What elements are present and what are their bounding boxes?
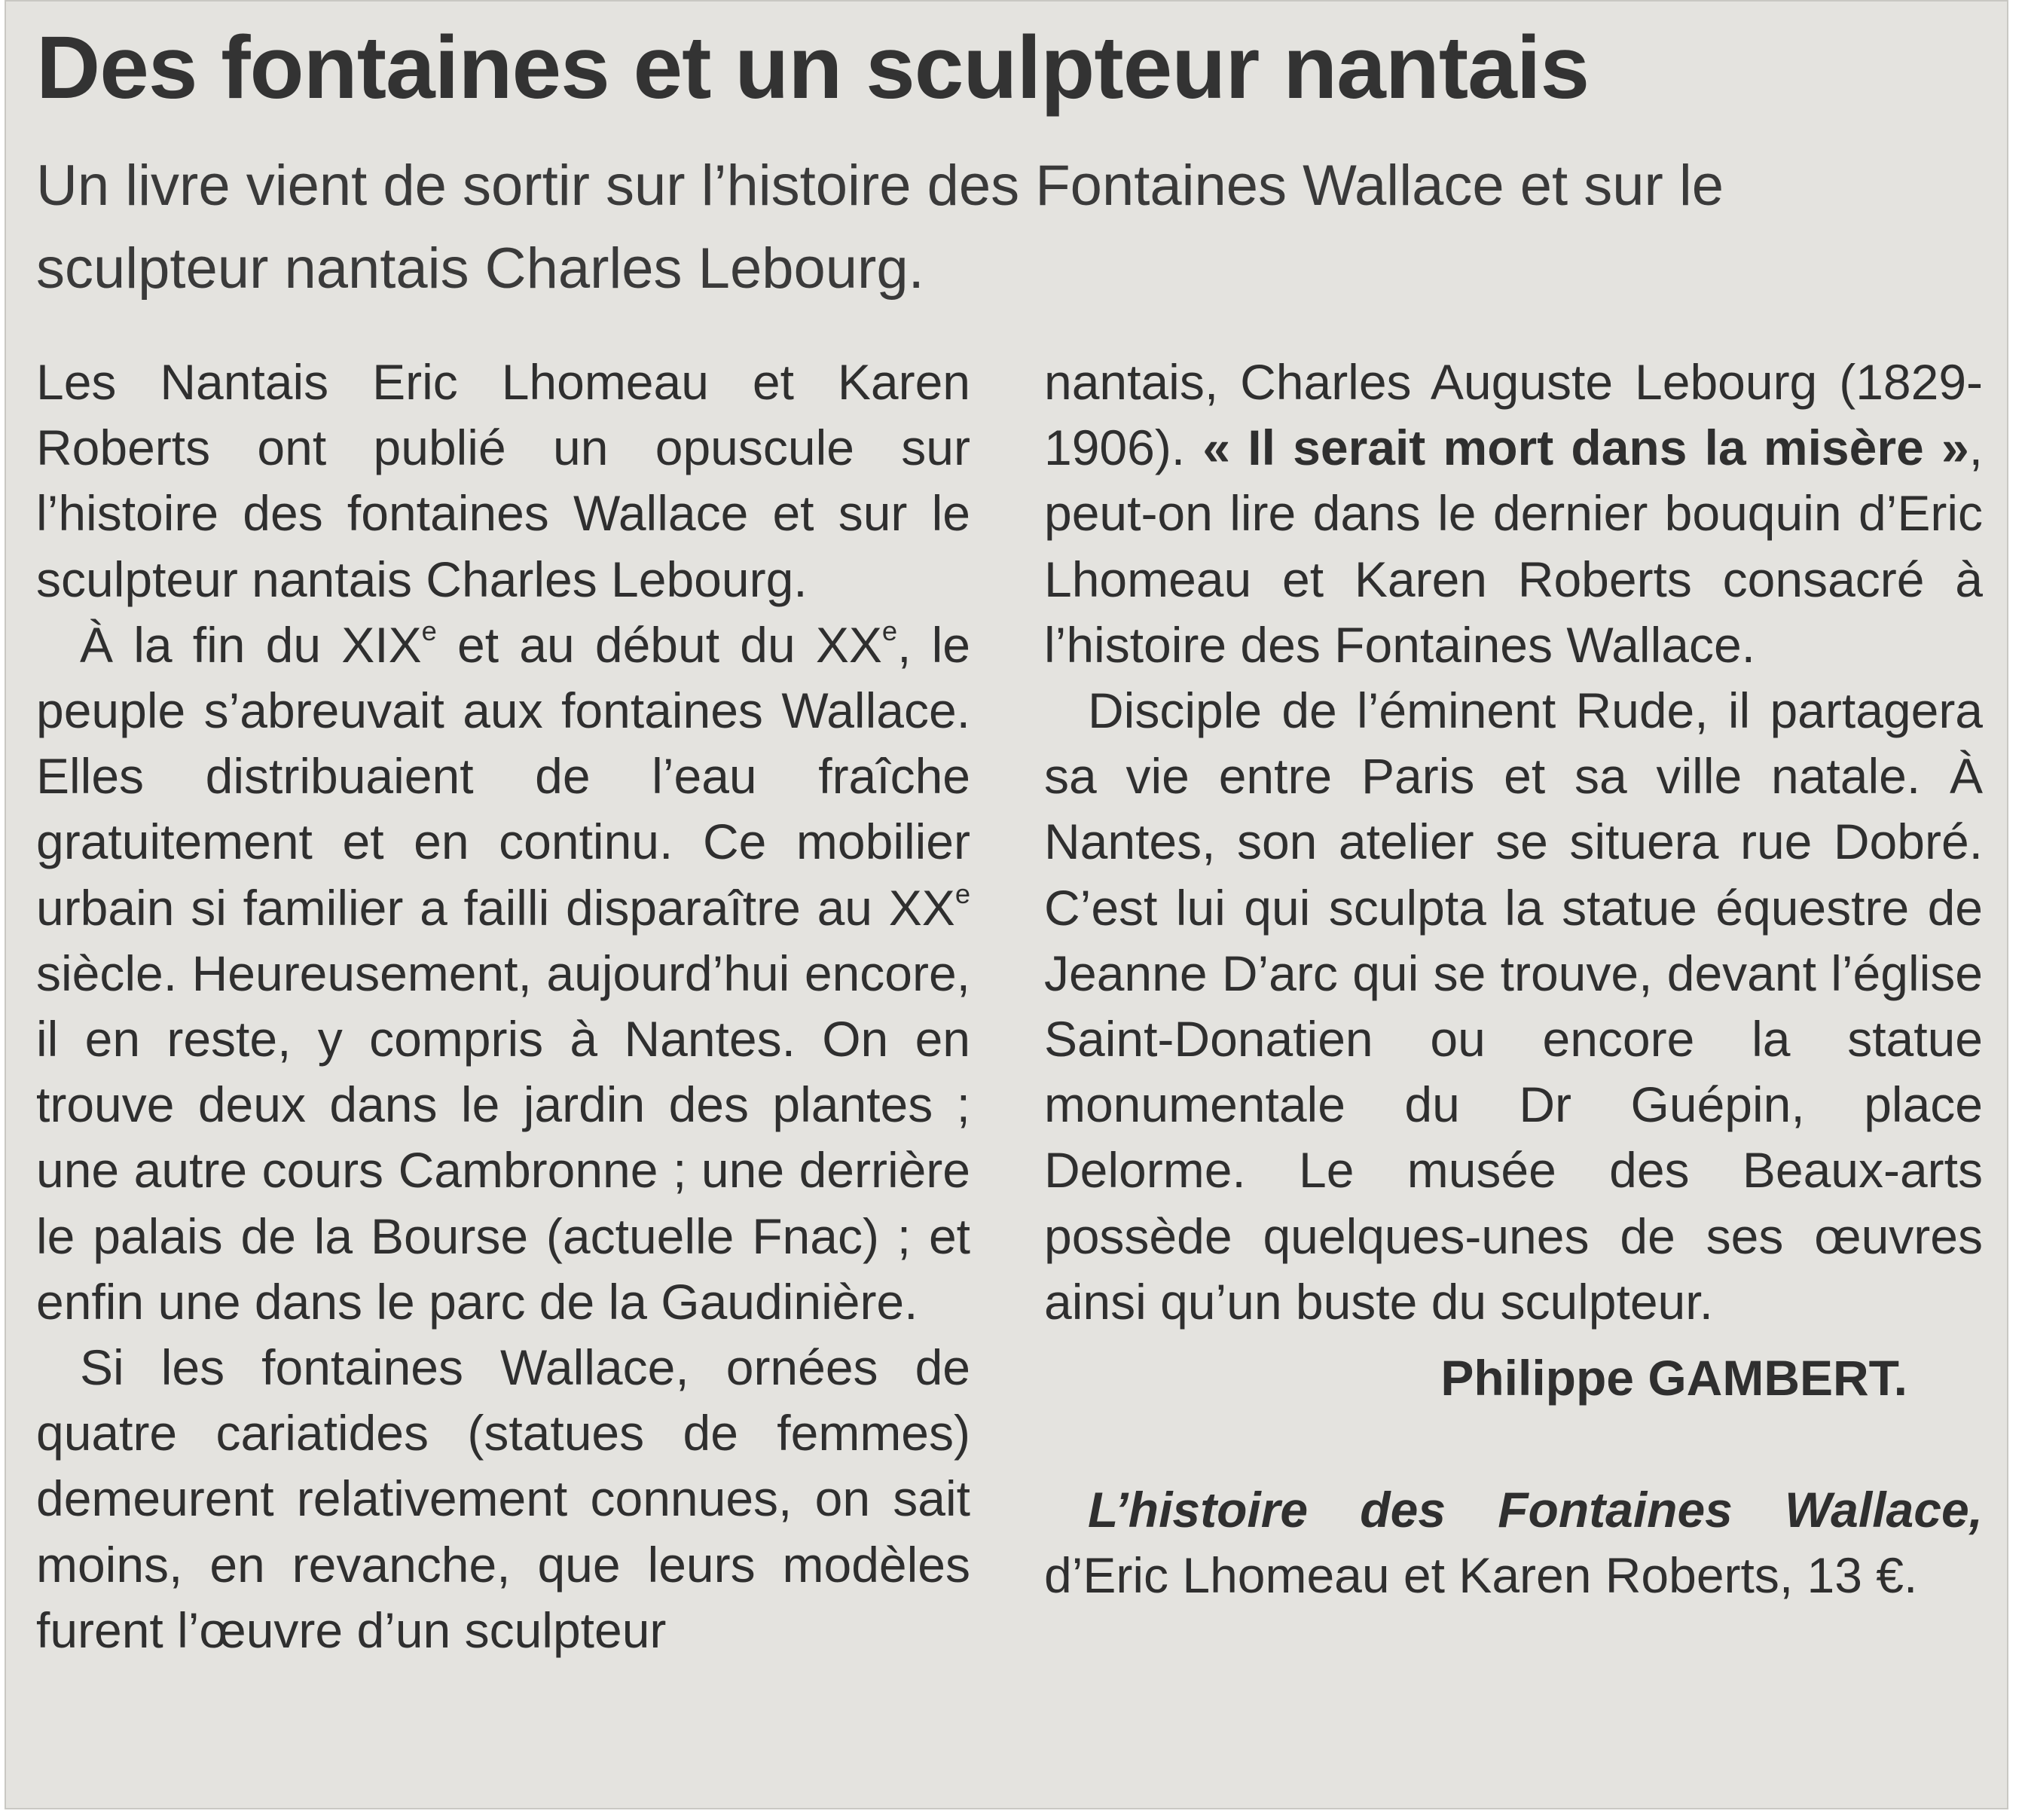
article-standfirst: Un livre vient de sortir sur l’histoire des Fontaines Wallace et sur le sculpteur nantais Charles Lebourg. [36, 154, 1724, 301]
book-reference [1044, 1477, 1983, 1608]
superscript: e [881, 615, 898, 646]
paragraph-text: , peut-on lire dans le dernier bouquin d’Eric Lhomeau et Karen Roberts consacré à l’histoire des Fontaines Wallace. [1044, 420, 1983, 673]
pull-quote: « Il serait mort dans la misère » [1202, 420, 1969, 476]
book-details: d’Eric Lhomeau et Karen Roberts, 13 €. [1044, 1547, 1918, 1604]
paragraph-text: nantais, Charles Auguste Lebourg (1829-1906). [1044, 354, 1983, 476]
article-column-right [1044, 350, 1983, 1609]
book-title: L’histoire des Fontaines Wallace, [1088, 1482, 1983, 1538]
paragraph-text: et au début du XX [436, 616, 882, 673]
article-headline: Des fontaines et un sculpteur nantais [36, 18, 1590, 118]
paragraph-fountains-history [36, 612, 970, 1335]
paragraph-intro: Les Nantais Eric Lhomeau et Karen Roberts ont publié un opuscule sur l’histoire des fontaines Wallace et sur le sculpteur nantais Charles Lebourg. [36, 354, 970, 607]
author-byline: Philippe GAMBERT. [1440, 1350, 1907, 1406]
newspaper-clipping [5, 0, 2008, 1809]
paragraph-lebourg [1044, 350, 1983, 678]
paragraph-text: À la fin du XIX [80, 616, 422, 673]
paragraph-career: Disciple de l’éminent Rude, il partagera sa vie entre Paris et sa ville natale. À Nantes, son atelier se situera rue Dobré. C’est lui qui sculpta la statue équestre de Jeanne D’arc qui se trouve, devant l’église Saint-Donatien ou encore la statue monumentale du Dr Guépin, place Delorme. Le musée des Beaux-arts possède quelques-unes de ses œuvres ainsi qu’un buste du sculpteur. [1044, 682, 1983, 1330]
paragraph-text: , le peuple s’abreuvait aux fontaines Wallace. Elles distribuaient de l’eau fraîche gratuitement et en continu. Ce mobilier urbain si familier a failli disparaître au XX [36, 616, 970, 936]
superscript: e [954, 878, 970, 909]
article-column-left [36, 350, 970, 1663]
paragraph-text: siècle. Heureusement, aujourd’hui encore, il en reste, y compris à Nantes. On en trouve deux dans le jardin des plantes ; une autre cours Cambronne ; une derrière le palais de la Bourse (actuelle Fnac) ; et enfin une dans le parc de la Gaudinière. [36, 945, 970, 1330]
superscript: e [421, 615, 437, 646]
paragraph-cariatides: Si les fontaines Wallace, ornées de quatre cariatides (statues de femmes) demeurent relativement connues, on sait moins, en revanche, que leurs modèles furent l’œuvre d’un sculpteur [36, 1339, 970, 1658]
